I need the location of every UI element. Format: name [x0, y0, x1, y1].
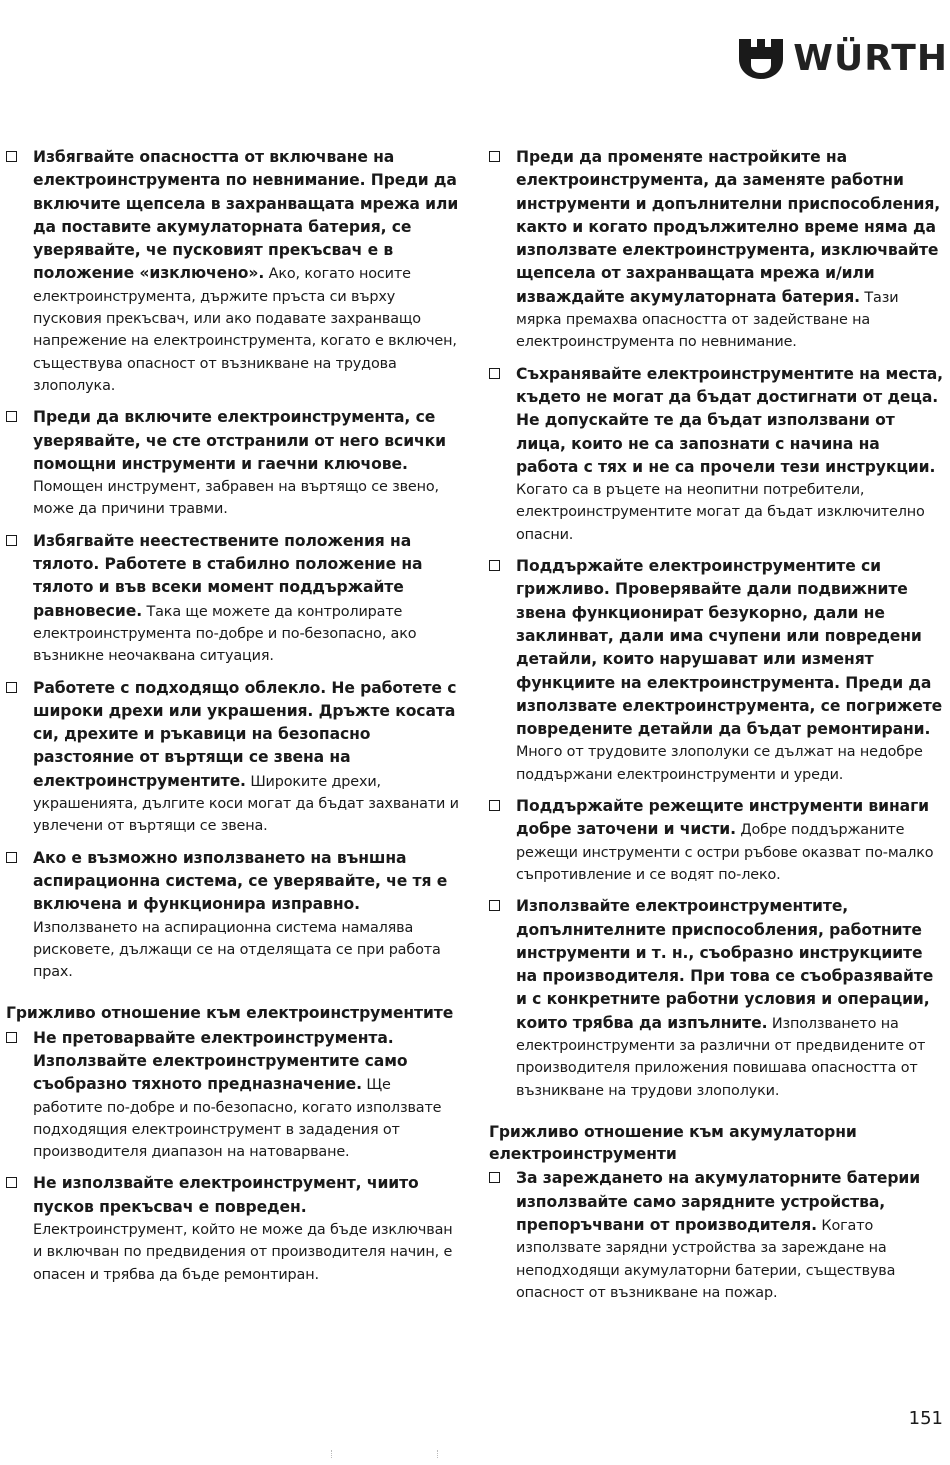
list-item: За зареждането на акумулаторните батерии използвайте само зарядните устройства, препоръчвани от производителя. Когато използвате зарядни устройства за зареждане на неподходящи акумулаторни батерии, съществува опасност от възникване на пожар. [489, 1167, 947, 1304]
list-item: Поддържайте електроинструментите си грижливо. Проверявайте дали подвижните звена функционират безукорно, дали не заклинват, дали има счупени или повредени детайли, които нарушават или изменят функциите на електроинструмента. Преди да използвате електроинструмента, се погрижете повредените детайли да бъдат ремонтирани. Много от трудовите злополуки се дължат на недобре поддържани електроинструменти и уреди. [489, 555, 947, 786]
brand-name: WÜRTH [793, 38, 948, 79]
left-column [6, 146, 464, 1295]
list-item: Преди да включите електроинструмента, се уверявайте, че сте отстранили от него всички помощни инструменти и гаечни ключове. Помощен инструмент, забравен на въртящо се звено, може да причини травми. [6, 406, 464, 520]
checkbox-bullet-icon [6, 411, 17, 422]
checkbox-bullet-icon [6, 535, 17, 546]
list-item: Поддържайте режещите инструменти винаги добре заточени и чисти. Добре поддържаните режещи инструменти с остри ръбове оказват по-малко съпротивление и се водят по-леко. [489, 795, 947, 886]
list-item: Избягвайте опасността от включване на електроинструмента по невнимание. Преди да включите щепсела в захранващата мрежа или да поставите акумулаторната батерия, се уверявайте, че пусковият прекъсвач е в положение «изключено». Ако, когато носите електроинструмента, държите пръста си върху пусковия прекъсвач, или ако подавате захранващо напрежение на електроинструмента, когато е включен, съществува опасност от възникване на трудова злополука. [6, 146, 464, 397]
checkbox-bullet-icon [489, 900, 500, 911]
section-title: Грижливо отношение към акумулаторни електроинструменти [489, 1122, 857, 1164]
list-item: Работете с подходящо облекло. Не работете с широки дрехи или украшения. Дръжте косата си, дрехите и ръкавици на безопасно разстояние от въртящи се звена на електроинструментите. Широките дрехи, украшенията, дългите коси могат да бъдат захванати и увлечени от въртящи се звена. [6, 677, 464, 838]
list-item: Съхранявайте електроинструментите на места, където не могат да бъдат достигнати от деца. Не допускайте те да бъдат използвани от лица, които не са запознати с начина на работа с тях и не са прочели тези инструкции. Когато са в ръцете на неопитни потребители, електроинструментите могат да бъдат изключително опасни. [489, 363, 947, 546]
checkbox-bullet-icon [489, 151, 500, 162]
checkbox-bullet-icon [489, 800, 500, 811]
list-item: Използвайте електроинструментите, допълнителните приспособления, работните инструменти и т. н., съобразно инструкциите на производителя. При това се съобразявайте и с конкретните работни условия и операции, които трябва да изпълните. Използването на електроинструменти за различни от предвидените от производителя приложения повишава опасността от възникване на трудови злополуки. [489, 895, 947, 1102]
list-item: Избягвайте неестествените положения на тялото. Работете в стабилно положение на тялото и във всеки момент поддържайте равновесие. Така ще можете да контролирате електроинструмента по-добре и по-безопасно, ако възникне неочаквана ситуация. [6, 530, 464, 668]
list-item: Не използвайте електроинструмент, чиито пусков прекъсвач е повреден. Електроинструмент, който не може да бъде изключван и включван по предвидения от производителя начин, е опасен и трябва да бъде ремонтиран. [6, 1172, 464, 1285]
checkbox-bullet-icon [6, 1177, 17, 1188]
checkbox-bullet-icon [6, 852, 17, 863]
list-item: Не претоварвайте електроинструмента. Използвайте електроинструментите само съобразно тяхното предназначение. Ще работите по-добре и по-безопасно, когато използвате подходящия електроинструмент в зададения от производителя диапазон на натоварване. [6, 1027, 464, 1164]
checkbox-bullet-icon [6, 1032, 17, 1043]
crop-mark [437, 1450, 439, 1458]
checkbox-bullet-icon [489, 1172, 500, 1183]
crop-mark [331, 1450, 333, 1458]
section-title: Грижливо отношение към електроинструментите [6, 1004, 454, 1023]
right-column [489, 146, 947, 1313]
checkbox-bullet-icon [489, 560, 500, 571]
brand-logo [737, 37, 948, 81]
checkbox-bullet-icon [6, 151, 17, 162]
list-item: Ако е възможно използването на външна аспирационна система, се уверявайте, че тя е включена и функционира изправно. Използването на аспирационна система намалява рисковете, дължащи се на отделящата се при работа прах. [6, 847, 464, 984]
checkbox-bullet-icon [6, 682, 17, 693]
list-item: Преди да променяте настройките на електроинструмента, да заменяте работни инструменти и допълнителни приспособления, както и когато продължително време няма да използвате електроинструмента, изключвайте щепсела от захранващата мрежа и/или изваждайте акумулаторната батерия. Тази мярка премахва опасността от задействане на електроинструмента по невнимание. [489, 146, 947, 354]
page-number: 151 [908, 1408, 943, 1429]
wurth-logo-icon [737, 37, 785, 81]
checkbox-bullet-icon [489, 368, 500, 379]
